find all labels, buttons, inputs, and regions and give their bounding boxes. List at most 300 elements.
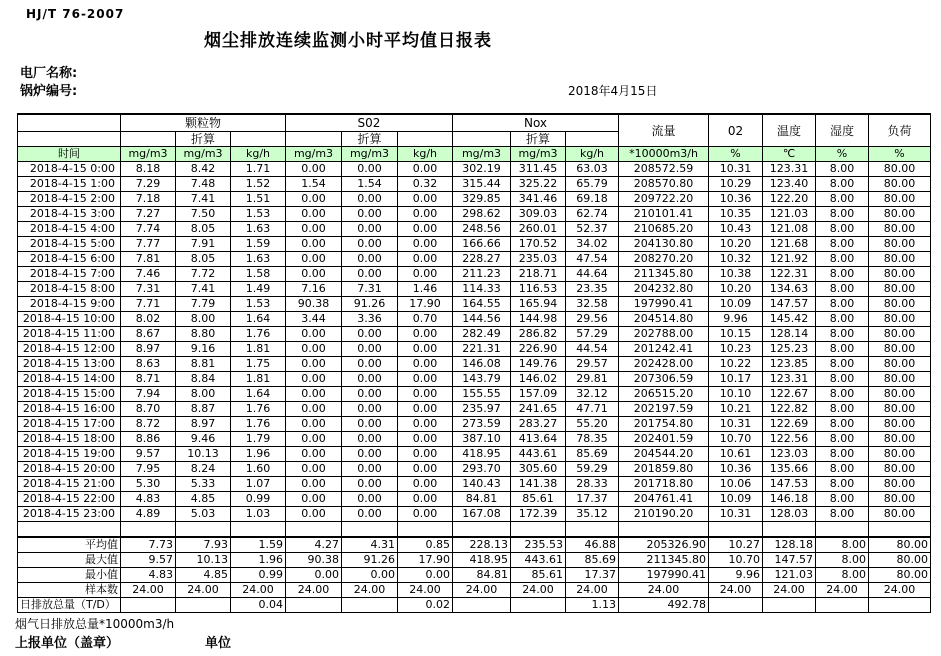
hourly-data-row-value: 80.00	[869, 162, 931, 177]
hourly-data-row-value: 207306.59	[619, 372, 709, 387]
hourly-data-row	[18, 492, 931, 507]
hourly-data-row-value: 8.00	[816, 327, 869, 342]
hourly-data-row-value: 235.97	[453, 402, 511, 417]
hourly-data-row	[18, 372, 931, 387]
hourly-data-row-value: 80.00	[869, 297, 931, 312]
hourly-data-row-value: 1.63	[231, 222, 286, 237]
sample-count-row	[18, 583, 931, 598]
hourly-data-row-value: 65.79	[566, 177, 619, 192]
hourly-data-row-label: 2018-4-15 16:00	[18, 402, 121, 417]
daily-emission-total-row-value	[869, 598, 931, 613]
hourly-data-row-value: 10.22	[709, 357, 763, 372]
average-row-label: 平均值	[18, 537, 121, 553]
hourly-data-row-value: 0.00	[286, 432, 342, 447]
hourly-data-row-value: 146.18	[763, 492, 816, 507]
hourly-data-row-value: 0.99	[231, 492, 286, 507]
report-date: 2018年4月15日	[568, 84, 658, 98]
hourly-data-row-value: 80.00	[869, 462, 931, 477]
hourly-data-row-value: 201242.41	[619, 342, 709, 357]
hourly-data-row-value: 273.59	[453, 417, 511, 432]
standard-number: HJ/T 76-2007	[26, 7, 125, 21]
hourly-data-row-value: 10.06	[709, 477, 763, 492]
hourly-data-row-label: 2018-4-15 8:00	[18, 282, 121, 297]
hourly-data-row-value: 329.85	[453, 192, 511, 207]
hourly-data-row-value: 121.03	[763, 207, 816, 222]
spacer-row-value	[511, 522, 566, 538]
hourly-data-row-label: 2018-4-15 1:00	[18, 177, 121, 192]
hourly-data-row-value: 10.23	[709, 342, 763, 357]
hourly-data-row-value: 123.31	[763, 372, 816, 387]
hourly-data-row-value: 7.27	[121, 207, 176, 222]
hourly-data-row-value: 10.13	[176, 447, 231, 462]
hourly-data-row-value: 0.00	[398, 447, 453, 462]
unit-cell: ℃	[763, 147, 816, 162]
hourly-data-row-value: 0.00	[398, 372, 453, 387]
hourly-data-row-value: 80.00	[869, 342, 931, 357]
hourly-data-row-value: 121.68	[763, 237, 816, 252]
hourly-data-row-value: 10.10	[709, 387, 763, 402]
hourly-data-row	[18, 312, 931, 327]
blank-header-cell	[286, 132, 342, 147]
hourly-data-row-value: 10.36	[709, 462, 763, 477]
unit-cell: %	[869, 147, 931, 162]
hourly-data-row-value: 0.00	[342, 267, 398, 282]
hourly-data-row-value: 202428.00	[619, 357, 709, 372]
col-subheader-so2-converted: 折算	[342, 132, 398, 147]
hourly-data-row	[18, 177, 931, 192]
spacer-row-value	[816, 522, 869, 538]
hourly-data-row-value: 1.60	[231, 462, 286, 477]
report-title: 烟尘排放连续监测小时平均值日报表	[204, 31, 492, 51]
hourly-data-row-value: 1.49	[231, 282, 286, 297]
daily-emission-total-row-value	[342, 598, 398, 613]
daily-emission-total-row	[18, 598, 931, 613]
hourly-data-row-value: 7.29	[121, 177, 176, 192]
sample-count-row-value: 24.00	[453, 583, 511, 598]
hourly-data-row-value: 8.00	[816, 372, 869, 387]
sample-count-row-value: 24.00	[763, 583, 816, 598]
plant-name-label: 电厂名称:	[20, 66, 78, 81]
hourly-data-row-value: 10.09	[709, 297, 763, 312]
hourly-data-row-value: 80.00	[869, 447, 931, 462]
header-group-row	[18, 114, 931, 132]
hourly-data-row-value: 0.00	[342, 462, 398, 477]
hourly-data-row-value: 418.95	[453, 447, 511, 462]
unit-cell: mg/m3	[453, 147, 511, 162]
spacer-row-value	[286, 522, 342, 538]
average-row-value: 7.73	[121, 537, 176, 553]
daily-emission-total-row-value: 0.04	[231, 598, 286, 613]
hourly-data-row	[18, 207, 931, 222]
hourly-data-row-value: 122.20	[763, 192, 816, 207]
hourly-data-row-value: 80.00	[869, 357, 931, 372]
daily-emission-total-row-value	[176, 598, 231, 613]
hourly-data-row-value: 0.00	[398, 222, 453, 237]
hourly-data-row-value: 80.00	[869, 507, 931, 522]
hourly-data-row-value: 0.00	[342, 162, 398, 177]
hourly-data-row-value: 228.27	[453, 252, 511, 267]
hourly-data-row-value: 9.46	[176, 432, 231, 447]
unit-cell: kg/h	[231, 147, 286, 162]
hourly-data-row-value: 44.54	[566, 342, 619, 357]
hourly-data-row-value: 0.00	[398, 327, 453, 342]
hourly-data-row-value: 170.52	[511, 237, 566, 252]
hourly-data-row-value: 1.64	[231, 312, 286, 327]
hourly-data-row-value: 0.00	[342, 222, 398, 237]
spacer-row-value	[869, 522, 931, 538]
hourly-data-row-value: 7.31	[121, 282, 176, 297]
sample-count-row-value: 24.00	[869, 583, 931, 598]
hourly-data-row-value: 8.00	[816, 462, 869, 477]
hourly-data-row-value: 8.00	[816, 252, 869, 267]
hourly-data-row-value: 63.03	[566, 162, 619, 177]
hourly-data-row-label: 2018-4-15 0:00	[18, 162, 121, 177]
hourly-data-row-value: 8.00	[816, 222, 869, 237]
hourly-data-row-value: 0.00	[342, 207, 398, 222]
sample-count-row-value: 24.00	[511, 583, 566, 598]
hourly-data-row-value: 10.61	[709, 447, 763, 462]
hourly-data-row-value: 0.00	[398, 507, 453, 522]
spacer-row	[18, 522, 931, 538]
hourly-data-row-label: 2018-4-15 15:00	[18, 387, 121, 402]
hourly-data-row-label: 2018-4-15 13:00	[18, 357, 121, 372]
hourly-data-row-value: 28.33	[566, 477, 619, 492]
average-row-value: 10.27	[709, 537, 763, 553]
maximum-row-value: 10.13	[176, 553, 231, 568]
hourly-data-row-value: 1.63	[231, 252, 286, 267]
daily-emission-total-row-value	[453, 598, 511, 613]
hourly-data-row-value: 47.71	[566, 402, 619, 417]
sample-count-row-label: 样本数	[18, 583, 121, 598]
hourly-data-row-value: 202197.59	[619, 402, 709, 417]
hourly-data-row-value: 80.00	[869, 372, 931, 387]
hourly-data-row	[18, 417, 931, 432]
hourly-data-row-label: 2018-4-15 14:00	[18, 372, 121, 387]
hourly-data-row-value: 7.48	[176, 177, 231, 192]
col-subheader-nox-converted: 折算	[511, 132, 566, 147]
sample-count-row-value: 24.00	[231, 583, 286, 598]
hourly-data-row-value: 134.63	[763, 282, 816, 297]
average-row-value: 0.85	[398, 537, 453, 553]
sample-count-row-value: 24.00	[709, 583, 763, 598]
hourly-data-row-value: 29.57	[566, 357, 619, 372]
hourly-data-row	[18, 387, 931, 402]
hourly-data-row-value: 0.00	[398, 207, 453, 222]
hourly-data-row-value: 1.76	[231, 402, 286, 417]
hourly-data-row-value: 140.43	[453, 477, 511, 492]
hourly-data-row-value: 3.44	[286, 312, 342, 327]
hourly-data-row	[18, 267, 931, 282]
hourly-data-row-label: 2018-4-15 2:00	[18, 192, 121, 207]
hourly-data-row-value: 59.29	[566, 462, 619, 477]
unit-cell: %	[709, 147, 763, 162]
spacer-row-value	[566, 522, 619, 538]
minimum-row-value: 17.37	[566, 568, 619, 583]
header-unit-row	[18, 147, 931, 162]
hourly-data-row-value: 0.00	[286, 252, 342, 267]
hourly-data-row-value: 1.71	[231, 162, 286, 177]
daily-emission-total-row-value: 0.02	[398, 598, 453, 613]
hourly-data-row-value: 8.00	[816, 477, 869, 492]
hourly-data-row-value: 0.00	[286, 342, 342, 357]
hourly-data-row-value: 286.82	[511, 327, 566, 342]
minimum-row-label: 最小值	[18, 568, 121, 583]
minimum-row-value: 80.00	[869, 568, 931, 583]
hourly-data-row-value: 8.00	[816, 417, 869, 432]
hourly-data-row-value: 8.71	[121, 372, 176, 387]
hourly-data-row-value: 17.37	[566, 492, 619, 507]
hourly-data-row-label: 2018-4-15 17:00	[18, 417, 121, 432]
hourly-data-row-value: 1.53	[231, 207, 286, 222]
minimum-row-value: 4.83	[121, 568, 176, 583]
spacer-row-value	[709, 522, 763, 538]
col-header-temperature: 温度	[763, 114, 816, 147]
hourly-data-row-value: 8.00	[816, 282, 869, 297]
maximum-row-value: 443.61	[511, 553, 566, 568]
hourly-data-row-value: 8.00	[816, 312, 869, 327]
hourly-data-row-value: 123.03	[763, 447, 816, 462]
spacer-row-value	[763, 522, 816, 538]
hourly-data-row-value: 8.81	[176, 357, 231, 372]
hourly-data-row-value: 8.00	[816, 207, 869, 222]
hourly-data-row-value: 84.81	[453, 492, 511, 507]
hourly-data-row-value: 0.32	[398, 177, 453, 192]
maximum-row-value: 1.96	[231, 553, 286, 568]
sample-count-row-value: 24.00	[121, 583, 176, 598]
hourly-data-row-value: 209722.20	[619, 192, 709, 207]
hourly-data-row-value: 0.00	[342, 417, 398, 432]
hourly-data-row-value: 144.98	[511, 312, 566, 327]
hourly-data-row-value: 44.64	[566, 267, 619, 282]
spacer-row-value	[398, 522, 453, 538]
hourly-data-row	[18, 432, 931, 447]
hourly-data-row-value: 8.05	[176, 222, 231, 237]
hourly-data-row-value: 10.31	[709, 417, 763, 432]
daily-emission-total-row-value	[763, 598, 816, 613]
hourly-data-row-value: 0.00	[286, 237, 342, 252]
hourly-data-row-value: 4.85	[176, 492, 231, 507]
hourly-data-row-value: 8.18	[121, 162, 176, 177]
hourly-data-row-value: 167.08	[453, 507, 511, 522]
hourly-data-row-value: 0.00	[286, 417, 342, 432]
hourly-data-row-value: 204761.41	[619, 492, 709, 507]
hourly-data-row-value: 147.57	[763, 297, 816, 312]
hourly-data-row-value: 201859.80	[619, 462, 709, 477]
hourly-data-row-value: 8.42	[176, 162, 231, 177]
average-row-value: 7.93	[176, 537, 231, 553]
hourly-data-row-value: 0.00	[286, 387, 342, 402]
hourly-data-row-label: 2018-4-15 3:00	[18, 207, 121, 222]
daily-emission-total-row-value	[709, 598, 763, 613]
hourly-data-row-value: 80.00	[869, 492, 931, 507]
minimum-row-value: 197990.41	[619, 568, 709, 583]
hourly-data-row-value: 1.79	[231, 432, 286, 447]
hourly-data-row-value: 10.70	[709, 432, 763, 447]
hourly-data-row-value: 149.76	[511, 357, 566, 372]
spacer-row-value	[231, 522, 286, 538]
hourly-data-row-value: 8.00	[816, 402, 869, 417]
hourly-data-row-value: 1.53	[231, 297, 286, 312]
hourly-data-row-value: 1.64	[231, 387, 286, 402]
average-row-value: 8.00	[816, 537, 869, 553]
hourly-data-row-value: 80.00	[869, 327, 931, 342]
hourly-data-row-value: 3.36	[342, 312, 398, 327]
hourly-data-row-value: 9.57	[121, 447, 176, 462]
hourly-data-row-value: 4.83	[121, 492, 176, 507]
hourly-data-row-value: 143.79	[453, 372, 511, 387]
minimum-row-value: 9.96	[709, 568, 763, 583]
hourly-data-row-value: 7.50	[176, 207, 231, 222]
hourly-data-row-value: 91.26	[342, 297, 398, 312]
sample-count-row-value: 24.00	[286, 583, 342, 598]
unit-cell: kg/h	[398, 147, 453, 162]
minimum-row-value: 0.99	[231, 568, 286, 583]
hourly-data-row-value: 121.92	[763, 252, 816, 267]
hourly-data-row-value: 202401.59	[619, 432, 709, 447]
hourly-data-row-value: 0.70	[398, 312, 453, 327]
hourly-data-row-value: 157.09	[511, 387, 566, 402]
hourly-data-row-value: 5.03	[176, 507, 231, 522]
hourly-data-row-value: 201754.80	[619, 417, 709, 432]
hourly-data-row	[18, 327, 931, 342]
hourly-data-row-value: 4.89	[121, 507, 176, 522]
hourly-data-row-value: 309.03	[511, 207, 566, 222]
hourly-data-row-value: 201718.80	[619, 477, 709, 492]
hourly-data-row-value: 204130.80	[619, 237, 709, 252]
hourly-data-row-value: 305.60	[511, 462, 566, 477]
hourly-data-row-value: 1.46	[398, 282, 453, 297]
hourly-data-row-value: 10.21	[709, 402, 763, 417]
col-header-humidity: 湿度	[816, 114, 869, 147]
hourly-data-row-value: 210101.41	[619, 207, 709, 222]
hourly-data-row-value: 80.00	[869, 282, 931, 297]
hourly-data-row-value: 0.00	[398, 387, 453, 402]
hourly-data-row-value: 121.08	[763, 222, 816, 237]
hourly-data-row-value: 0.00	[398, 237, 453, 252]
flue-gas-daily-total-label: 烟气日排放总量*10000m3/h	[15, 617, 175, 631]
hourly-data-row-value: 248.56	[453, 222, 511, 237]
hourly-data-row-value: 0.00	[398, 357, 453, 372]
hourly-data-row-value: 0.00	[398, 417, 453, 432]
hourly-data-row-value: 0.00	[398, 402, 453, 417]
col-subheader-particulate-converted: 折算	[176, 132, 231, 147]
hourly-data-row-value: 10.09	[709, 492, 763, 507]
daily-emission-total-row-value	[121, 598, 176, 613]
hourly-data-row-value: 7.41	[176, 282, 231, 297]
hourly-data-row-value: 8.05	[176, 252, 231, 267]
daily-emission-total-row-value: 1.13	[566, 598, 619, 613]
hourly-data-row-label: 2018-4-15 4:00	[18, 222, 121, 237]
hourly-data-row-value: 47.54	[566, 252, 619, 267]
hourly-data-row-value: 85.61	[511, 492, 566, 507]
daily-emission-total-row-value: 492.78	[619, 598, 709, 613]
hourly-data-row-value: 10.35	[709, 207, 763, 222]
hourly-data-row	[18, 342, 931, 357]
hourly-data-row-value: 0.00	[342, 492, 398, 507]
hourly-data-row-value: 0.00	[342, 237, 398, 252]
average-row-value: 128.18	[763, 537, 816, 553]
hourly-data-row-value: 10.29	[709, 177, 763, 192]
hourly-data-row-value: 8.02	[121, 312, 176, 327]
hourly-data-row-value: 0.00	[398, 162, 453, 177]
hourly-data-row	[18, 162, 931, 177]
hourly-data-row-value: 10.38	[709, 267, 763, 282]
hourly-data-row-value: 155.55	[453, 387, 511, 402]
hourly-data-row-value: 80.00	[869, 432, 931, 447]
maximum-row-value: 8.00	[816, 553, 869, 568]
hourly-data-row-label: 2018-4-15 22:00	[18, 492, 121, 507]
hourly-data-row-value: 80.00	[869, 237, 931, 252]
hourly-data-row-value: 147.53	[763, 477, 816, 492]
hourly-data-row-value: 8.84	[176, 372, 231, 387]
hourly-data-row-value: 1.75	[231, 357, 286, 372]
hourly-data-row-value: 1.76	[231, 417, 286, 432]
hourly-data-row-value: 208570.80	[619, 177, 709, 192]
maximum-row-value: 418.95	[453, 553, 511, 568]
hourly-data-row-value: 8.00	[816, 447, 869, 462]
hourly-data-row-value: 123.31	[763, 162, 816, 177]
col-header-time: 时间	[18, 147, 121, 162]
unit-cell: mg/m3	[176, 147, 231, 162]
hourly-data-row-value: 62.74	[566, 207, 619, 222]
hourly-data-row-value: 0.00	[286, 192, 342, 207]
hourly-data-row-value: 8.63	[121, 357, 176, 372]
hourly-data-row-label: 2018-4-15 18:00	[18, 432, 121, 447]
hourly-data-row-label: 2018-4-15 21:00	[18, 477, 121, 492]
hourly-data-row-value: 10.31	[709, 507, 763, 522]
spacer-row-value	[619, 522, 709, 538]
col-group-particulate: 颗粒物	[121, 114, 286, 132]
spacer-row-value	[342, 522, 398, 538]
hourly-data-row-value: 221.31	[453, 342, 511, 357]
hourly-data-row-value: 302.19	[453, 162, 511, 177]
hourly-data-row-value: 387.10	[453, 432, 511, 447]
hourly-data-row-value: 7.46	[121, 267, 176, 282]
hourly-data-row-value: 80.00	[869, 252, 931, 267]
hourly-data-row-value: 211.23	[453, 267, 511, 282]
hourly-data-row-value: 116.53	[511, 282, 566, 297]
daily-emission-total-row-label: 日排放总量（T/D）	[18, 598, 121, 613]
average-row-value: 228.13	[453, 537, 511, 553]
maximum-row-value: 9.57	[121, 553, 176, 568]
hourly-data-row-value: 172.39	[511, 507, 566, 522]
hourly-data-row-value: 80.00	[869, 207, 931, 222]
hourly-data-row-value: 0.00	[342, 357, 398, 372]
hourly-data-row-value: 8.87	[176, 402, 231, 417]
hourly-data-row	[18, 507, 931, 522]
hourly-data-row-value: 0.00	[286, 372, 342, 387]
hourly-data-row-value: 8.00	[816, 297, 869, 312]
average-row-value: 1.59	[231, 537, 286, 553]
hourly-data-row-value: 9.16	[176, 342, 231, 357]
hourly-data-row	[18, 402, 931, 417]
hourly-data-row-value: 7.72	[176, 267, 231, 282]
hourly-data-row-value: 211345.80	[619, 267, 709, 282]
col-group-nox: Nox	[453, 114, 619, 132]
hourly-data-row-value: 7.94	[121, 387, 176, 402]
col-header-o2: 02	[709, 114, 763, 147]
unit-cell: mg/m3	[511, 147, 566, 162]
hourly-data-row	[18, 477, 931, 492]
hourly-data-row-value: 204514.80	[619, 312, 709, 327]
hourly-data-row-value: 23.35	[566, 282, 619, 297]
unit-cell: kg/h	[566, 147, 619, 162]
hourly-data-row-value: 164.55	[453, 297, 511, 312]
blank-header-cell	[231, 132, 286, 147]
minimum-row-value: 0.00	[398, 568, 453, 583]
hourly-data-row-value: 208270.20	[619, 252, 709, 267]
sample-count-row-value: 24.00	[619, 583, 709, 598]
